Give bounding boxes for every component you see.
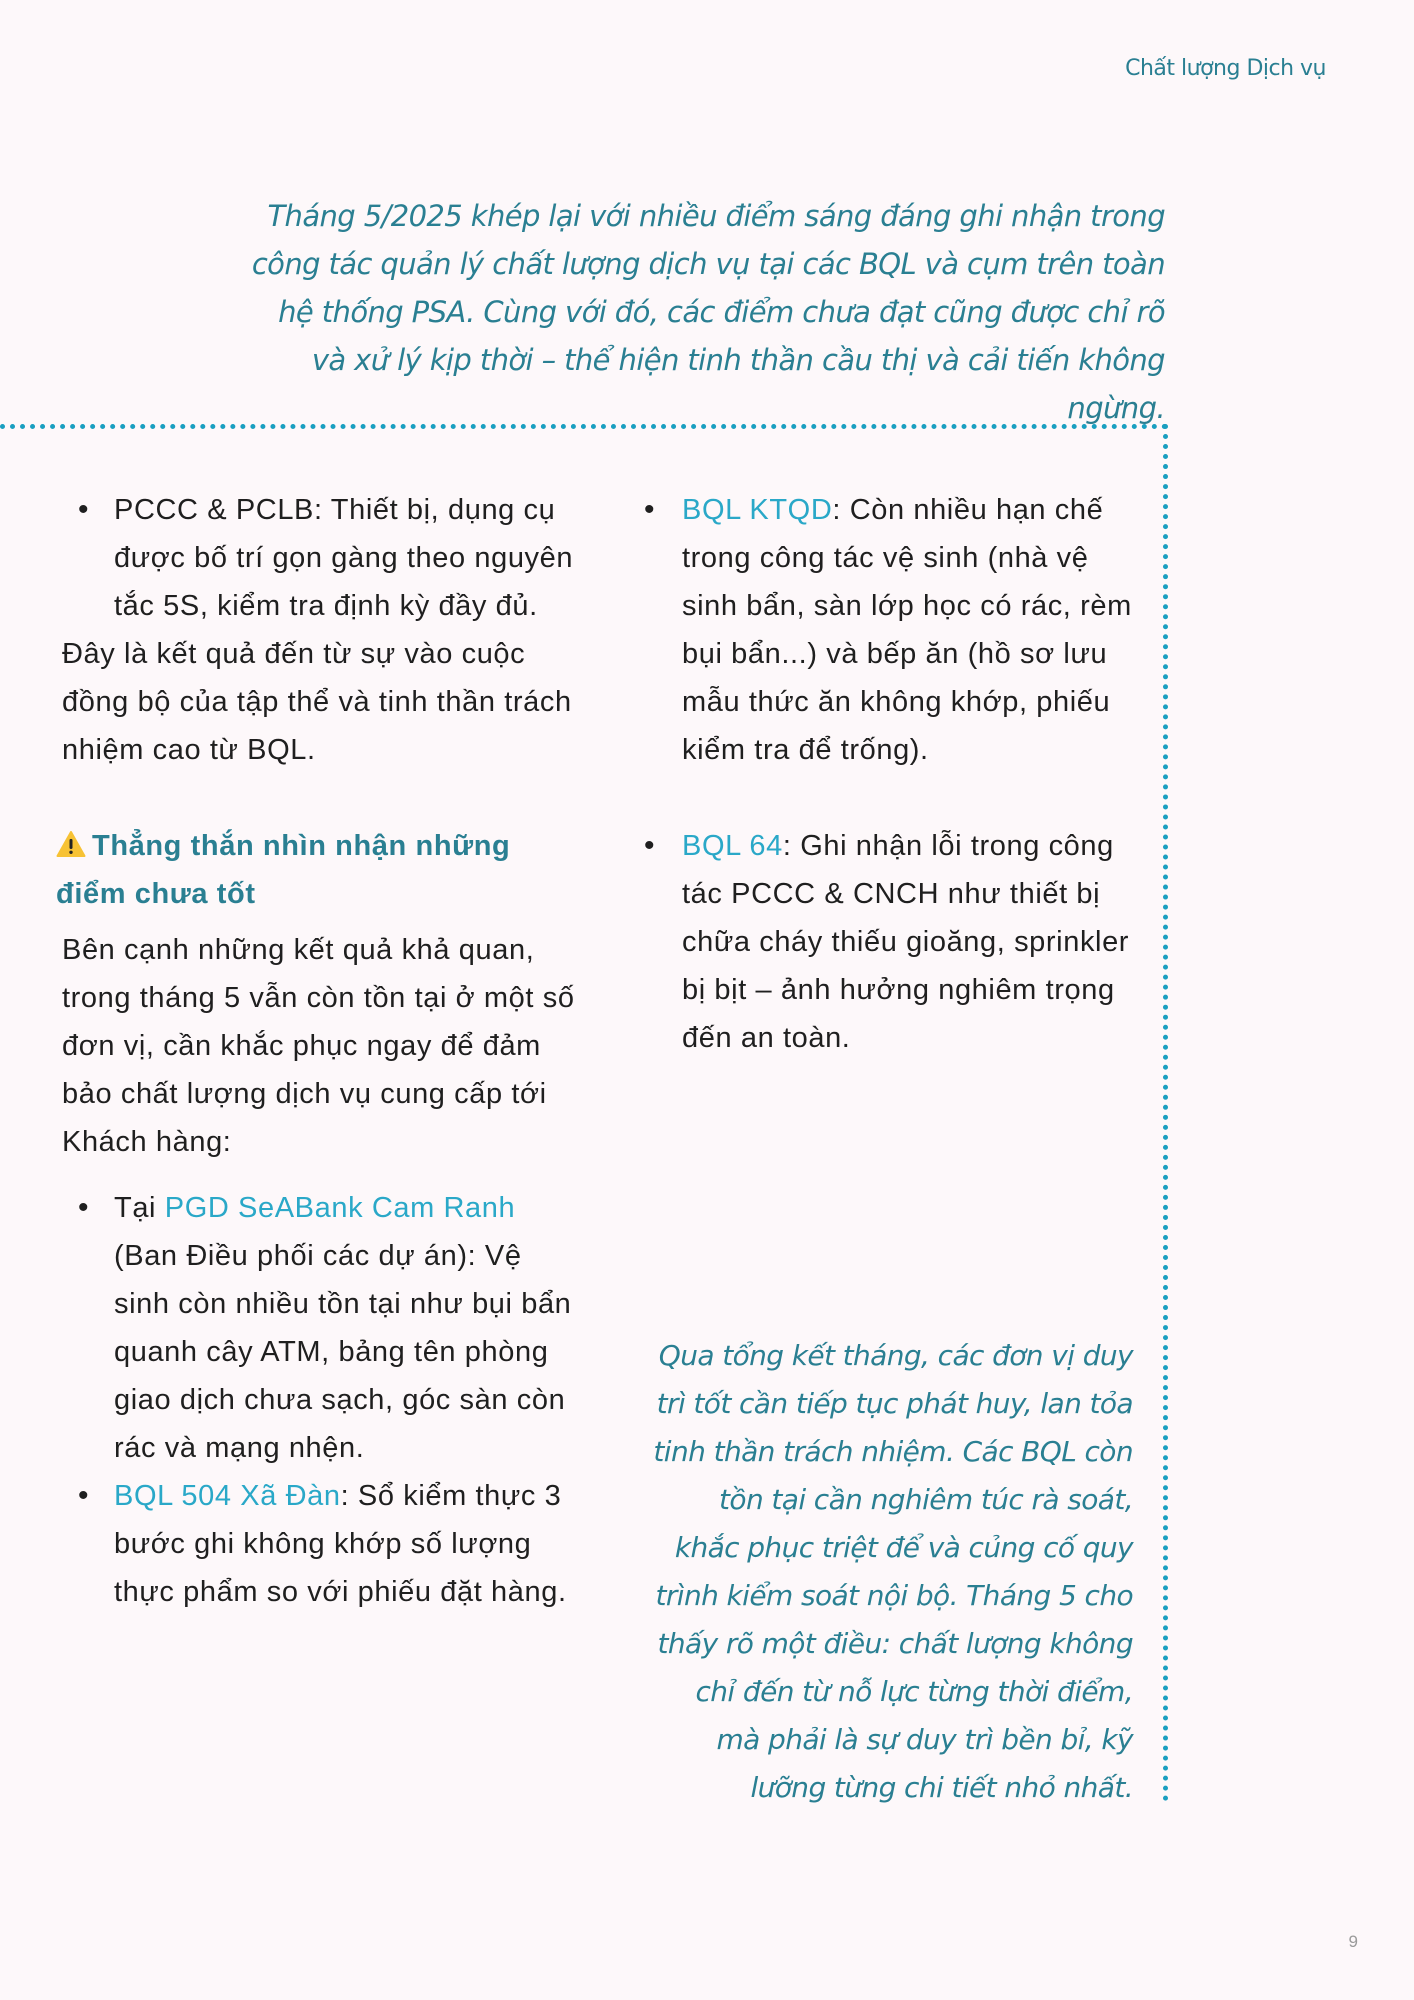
issues-heading-text: Thẳng thắn nhìn nhận những điểm chưa tốt xyxy=(56,830,511,910)
unit-link[interactable]: BQL 504 Xã Đàn xyxy=(114,1480,341,1512)
issue-text: (Ban Điều phối các dự án): Vệ sinh còn nhiều tồn tại như bụi bẩn quanh cây ATM, bảng tên phòng giao dịch chưa sạch, góc sàn còn rác và mạng nhện. xyxy=(114,1240,572,1464)
issue-text: : Ghi nhận lỗi trong công tác PCCC & CNCH như thiết bị chữa cháy thiếu gioăng, sprinkler bị bịt – ảnh hưởng nghiêm trọng đến an toàn. xyxy=(682,830,1130,1054)
list-item xyxy=(640,486,1140,774)
strengths-list xyxy=(62,486,582,630)
list-item xyxy=(62,1184,582,1472)
section-title: Chất lượng Dịch vụ xyxy=(1125,56,1326,81)
intro-paragraph: Tháng 5/2025 khép lại với nhiều điểm sáng đáng ghi nhận trong công tác quản lý chất lượng dịch vụ tại các BQL và cụm trên toàn hệ thống PSA. Cùng với đó, các điểm chưa đạt cũng được chỉ rõ và xử lý kịp thời – thể hiện tinh thần cầu thị và cải tiến không ngừng. xyxy=(251,199,1165,425)
left-column xyxy=(56,486,582,1616)
warning-icon xyxy=(56,830,86,858)
list-item-text: PCCC & PCLB: Thiết bị, dụng cụ được bố trí gọn gàng theo nguyên tắc 5S, kiểm tra định kỳ đầy đủ. xyxy=(114,494,574,622)
unit-link[interactable]: PGD SeABank Cam Ranh xyxy=(164,1192,516,1224)
list-item xyxy=(62,486,582,630)
unit-link[interactable]: BQL 64 xyxy=(682,830,783,862)
issues-heading xyxy=(56,822,582,918)
unit-link[interactable]: BQL KTQD xyxy=(682,494,833,526)
issue-prefix: Tại xyxy=(114,1192,165,1224)
issues-list-right xyxy=(640,486,1140,1062)
page-number: 9 xyxy=(1348,1932,1358,1951)
issues-intro: Bên cạnh những kết quả khả quan, trong tháng 5 vẫn còn tồn tại ở một số đơn vị, cần khắc phục ngay để đảm bảo chất lượng dịch vụ cung cấp tới Khách hàng: xyxy=(62,934,575,1158)
list-item xyxy=(640,822,1140,1062)
conclusion-paragraph: Qua tổng kết tháng, các đơn vị duy trì tốt cần tiếp tục phát huy, lan tỏa tinh thần trách nhiệm. Các BQL còn tồn tại cần nghiêm túc rà soát, khắc phục triệt để và củng cố quy trình kiểm soát nội bộ. Tháng 5 cho thấy rõ một điều: chất lượng không chỉ đến từ nỗ lực từng thời điểm, mà phải là sự duy trì bền bỉ, kỹ lưỡng từng chi tiết nhỏ nhất. xyxy=(653,1339,1133,1804)
dotted-border-top xyxy=(0,424,1168,429)
issue-text: : Sổ kiểm thực 3 bước ghi không khớp số lượng thực phẩm so với phiếu đặt hàng. xyxy=(114,1480,567,1608)
list-item xyxy=(62,1472,582,1616)
issues-list-left xyxy=(62,1184,582,1616)
issue-text: : Còn nhiều hạn chế trong công tác vệ sinh (nhà vệ sinh bẩn, sàn lớp học có rác, rèm bụi bẩn...) và bếp ăn (hồ sơ lưu mẫu thức ăn không khớp, phiếu kiểm tra để trống). xyxy=(682,494,1132,766)
result-paragraph: Đây là kết quả đến từ sự vào cuộc đồng bộ của tập thể và tinh thần trách nhiệm cao từ BQL. xyxy=(62,638,572,766)
right-column xyxy=(640,486,1140,1062)
dotted-border-right xyxy=(1163,424,1168,1802)
